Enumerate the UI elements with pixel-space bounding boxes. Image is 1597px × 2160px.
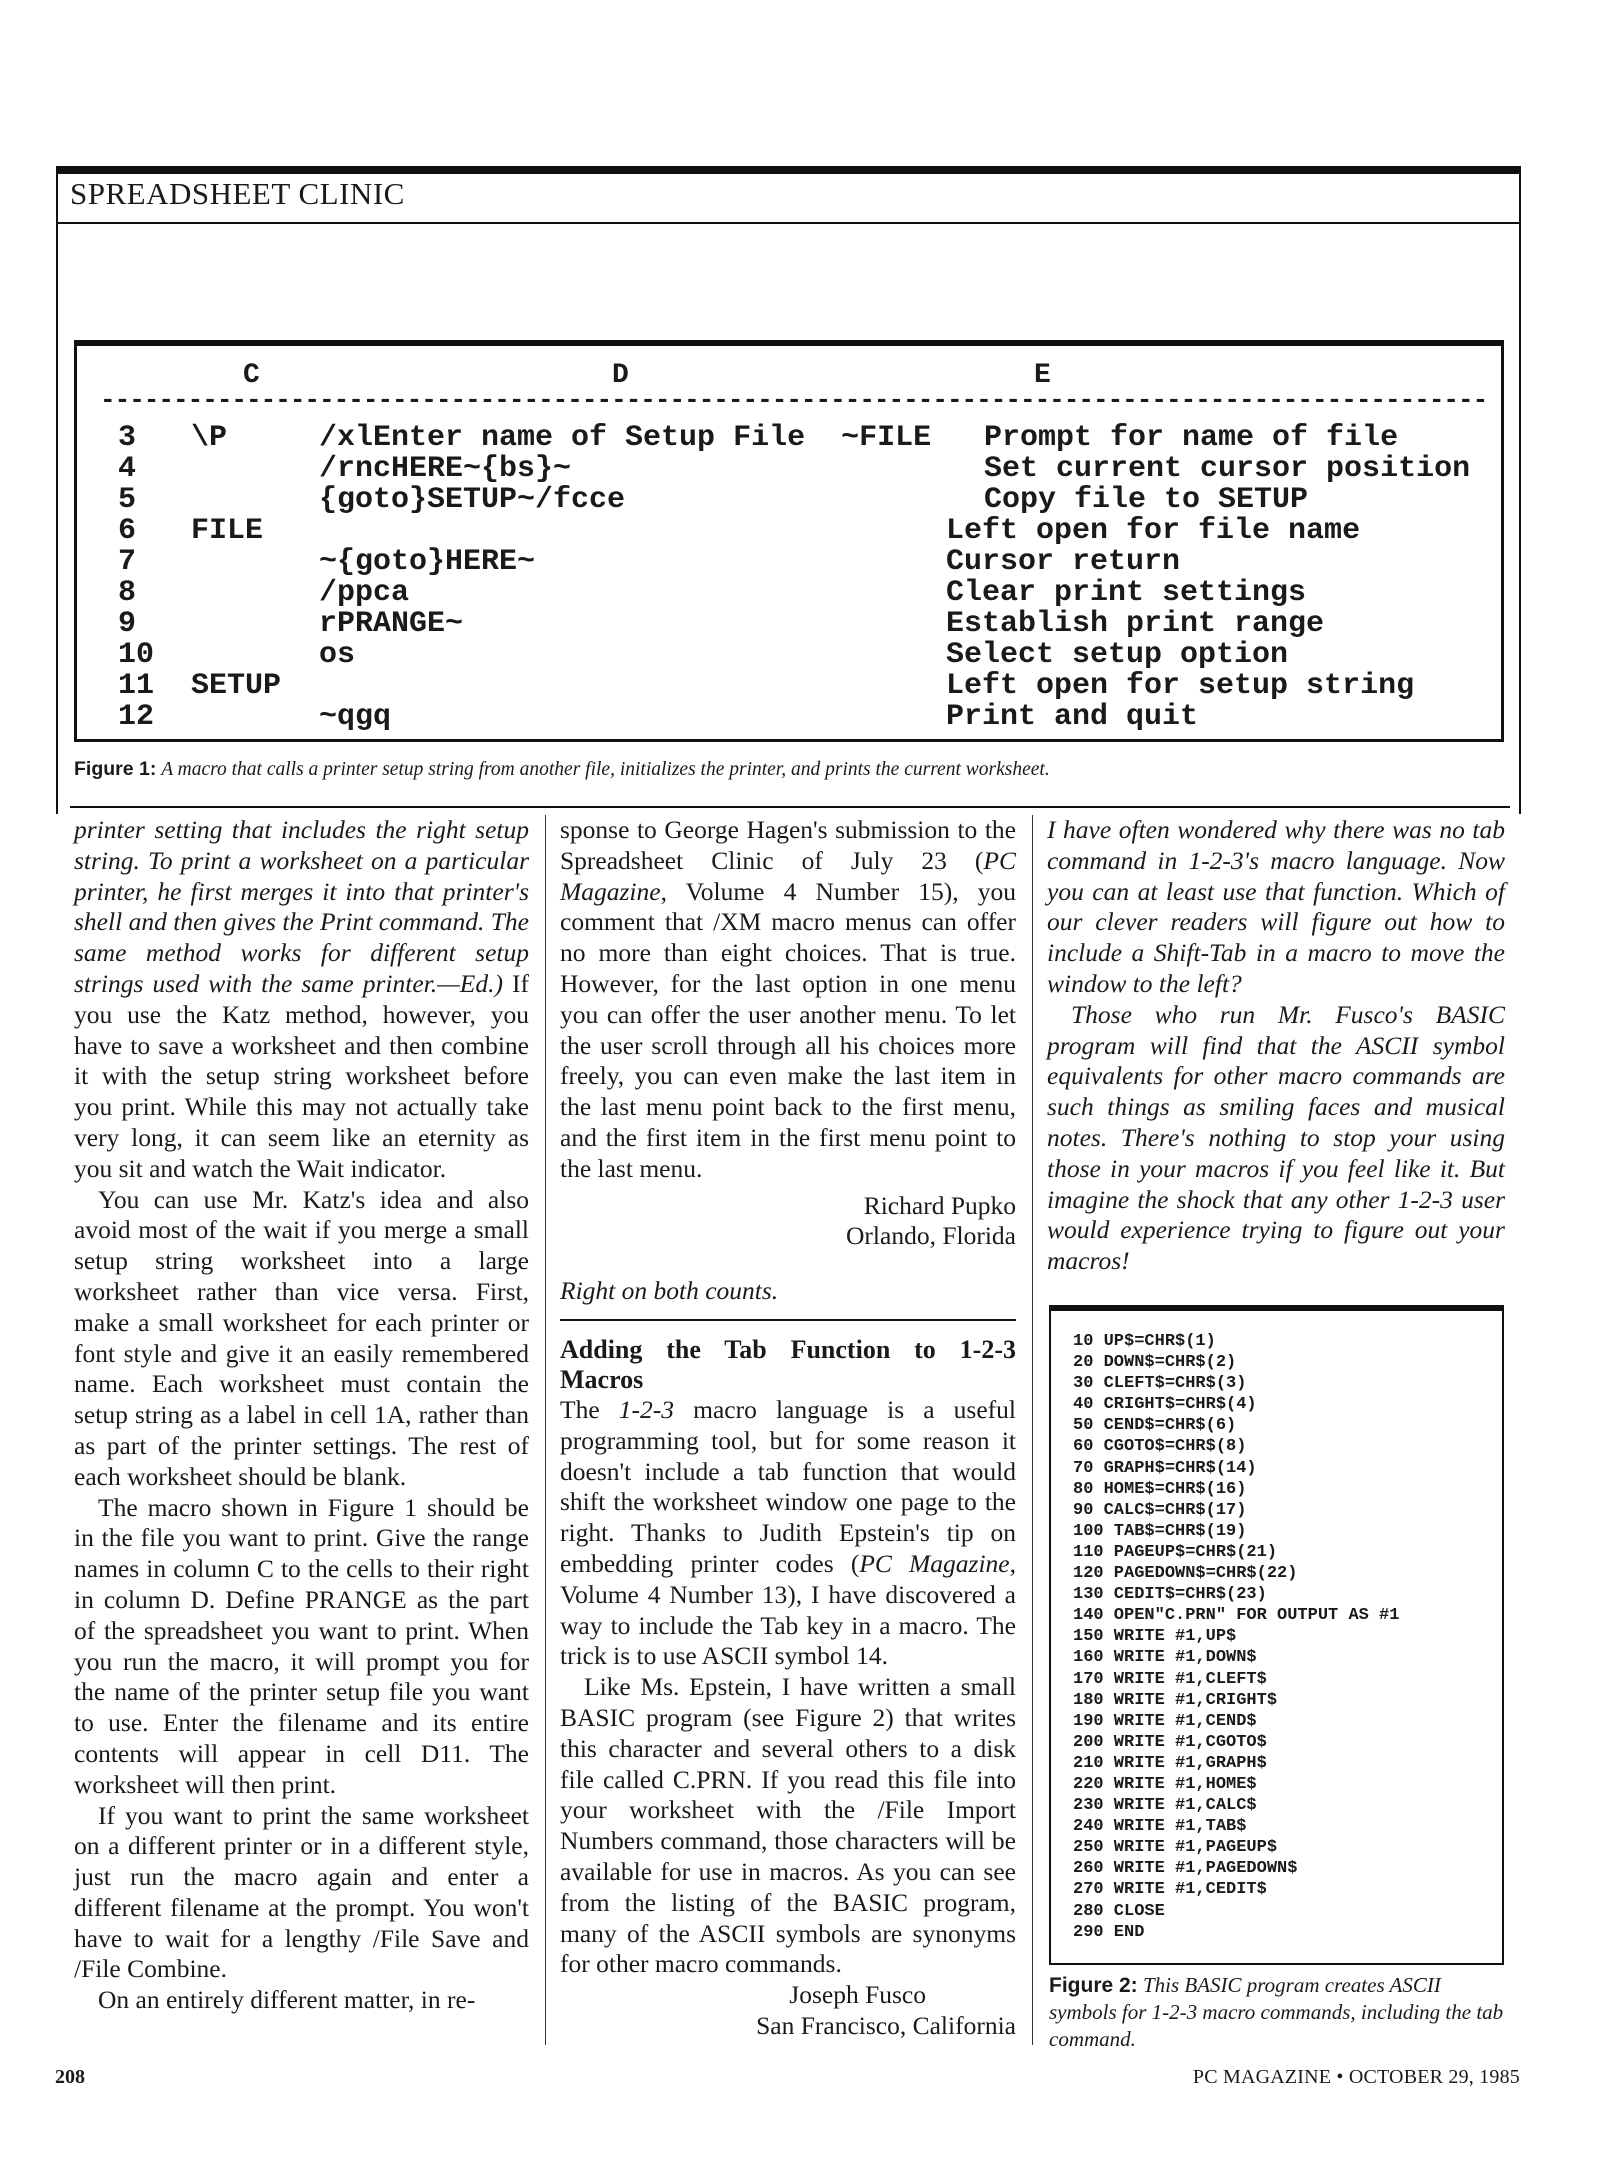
macro-row [0,452,1520,486]
paragraph-text: , Volume 4 Number 13), I have discovered a way to include the Tab key in a macro. The trick is to use ASCII symbol 14. [560,1548,1017,1671]
figure1-caption-label: Figure 1: [74,758,157,780]
macro-code: ~{goto}HERE~ [319,545,536,579]
editor-reply: Right on both counts. [560,1276,779,1306]
basic-code-line: 120 PAGEDOWN$=CHR$(22) [1073,1564,1298,1584]
paragraph: The macro shown in Figure 1 should be in the file you want to print. Give the range names in column C to the cells to their right in column D. Define PRANGE as the part of the spreadsheet you want to print. When you run the macro, it will prompt you for the name of the printer setup file you want to use. Enter the filename and its entire contents will appear in cell D11. The worksheet will then print. [74,1492,529,1799]
macro-code: os [319,638,356,672]
basic-code-line: 50 CEND$=CHR$(6) [1073,1416,1237,1436]
basic-code-line: 190 WRITE #1,CEND$ [1073,1711,1257,1731]
figure2-caption-text: This BASIC program creates ASCII symbols for 1-2-3 macro commands, including the tab command. [1049,1973,1504,2051]
figure2-caption [1049,1972,1507,2053]
macro-comment: Clear print settings [946,576,1307,610]
macro-code: /ppca [319,576,410,610]
column-divider [545,815,546,2045]
column-divider [1032,815,1033,2045]
header-dash-rule: ----------------------------------------------------------------------------------------------- [100,385,1488,415]
macro-row [0,421,1520,455]
row-number: 10 [118,638,155,672]
row-number: 12 [118,700,155,734]
article-column-3 [1047,815,1505,1277]
basic-code-line: 210 WRITE #1,GRAPH$ [1073,1753,1267,1773]
paragraph [74,815,529,1185]
article-column-2 [560,815,1016,2042]
macro-row [0,638,1520,672]
macro-code: /rncHERE~{bs}~ [319,452,572,486]
macro-comment: Prompt for name of file [984,421,1399,455]
paragraph: On an entirely different matter, in re- [98,1985,476,2015]
row-number: 7 [118,545,137,579]
basic-code-line: 40 CRIGHT$=CHR$(4) [1073,1395,1257,1415]
basic-code-line: 290 END [1073,1922,1145,1942]
macro-row [0,576,1520,610]
macro-comment: Copy file to SETUP [984,483,1309,517]
paragraph: You can use Mr. Katz's idea and also avoid most of the wait if you merge a small setup string worksheet into a large worksheet rather than vice versa. First, make a small worksheet for each printer or font style and give it an easily remembered name. Each worksheet must contain the setup string as a label in cell 1A, rather than as part of the printer settings. The rest of each worksheet should be blank. [74,1184,529,1491]
editor-note: I have often wondered why there was no tab command in 1-2-3's macro language. Now you can at least use that function. Which of our clever readers will figure out how to include a Shift-Tab in a macro to move the window to the left? [1047,815,1505,998]
basic-code-line: 70 GRAPH$=CHR$(14) [1073,1458,1257,1478]
macro-code: /xlEnter name of Setup File ~FILE [319,421,932,455]
row-number: 4 [118,452,137,486]
basic-code-line: 20 DOWN$=CHR$(2) [1073,1353,1237,1373]
macro-comment: Establish print range [946,607,1325,641]
macro-row [0,545,1520,579]
macro-row [0,607,1520,641]
basic-code-line: 10 UP$=CHR$(1) [1073,1332,1216,1351]
paragraph-text: If you use the Katz method, however, you have to save a worksheet and then combine it with the setup string worksheet before you print. While this may not actually take very long, it can seem like an eternity as you sit and watch the Wait indicator. [74,968,529,1183]
basic-code-line: 100 TAB$=CHR$(19) [1073,1521,1247,1541]
magazine-date: PC MAGAZINE • OCTOBER 29, 1985 [1192,2066,1520,2088]
column-header-c: C [243,360,260,391]
citation: PC Magazine [560,845,1016,906]
column-header-e: E [1034,360,1051,391]
paragraph [560,1395,1016,1672]
figure1-caption-text: A macro that calls a printer setup string from another file, initializes the printer, and prints the current worksheet. [161,759,1050,780]
basic-code-line: 280 CLOSE [1073,1901,1165,1921]
range-name: SETUP [191,669,282,703]
signature-name: Joseph Fusco [789,1980,926,2010]
paragraph-text: sponse to George Hagen's submission to the Spreadsheet Clinic of July 23 ( [560,815,1016,875]
basic-code-line: 130 CEDIT$=CHR$(23) [1073,1585,1267,1605]
subheading: Adding the Tab Function to 1-2-3 Macros [560,1334,1016,1394]
editor-note: printer setting that includes the right setup string. To print a worksheet on a particular printer, he first merges it into that printer's shell and then gives the Print command. The same method works for different setup strings used with the same printer.—Ed.) [74,815,529,998]
columns-top-rule [70,806,1510,808]
macro-code: {goto}SETUP~/fcce [319,483,626,517]
basic-code-line: 260 WRITE #1,PAGEDOWN$ [1073,1859,1298,1879]
article-column-1 [74,815,529,2016]
basic-code-line: 150 WRITE #1,UP$ [1073,1627,1237,1647]
basic-code-line: 170 WRITE #1,CLEFT$ [1073,1669,1267,1689]
macro-row [0,669,1520,703]
macro-comment: Cursor return [946,545,1181,579]
row-number: 5 [118,483,137,517]
basic-code-line: 160 WRITE #1,DOWN$ [1073,1648,1257,1668]
row-number: 8 [118,576,137,610]
column-header-d: D [612,360,629,391]
signature-place: Orlando, Florida [846,1221,1016,1251]
signature-place: San Francisco, California [756,2010,1016,2040]
paragraph-text: The [560,1394,619,1424]
figure2-box [1049,1305,1504,1965]
basic-code-line: 270 WRITE #1,CEDIT$ [1073,1880,1267,1900]
basic-code-line: 250 WRITE #1,PAGEUP$ [1073,1838,1278,1858]
paragraph [560,815,1016,1185]
range-name: FILE [191,514,264,548]
basic-code-line: 60 CGOTO$=CHR$(8) [1073,1437,1247,1457]
macro-row [0,700,1520,734]
citation: PC Magazine [859,1548,1010,1578]
signature-name: Richard Pupko [863,1190,1016,1220]
section-rule [560,1319,1016,1321]
paragraph: Like Ms. Epstein, I have written a small BASIC program (see Figure 2) that writes this character and several others to a disk file called C.PRN. If you read this file into your worksheet with the /File Import Numbers command, those characters will be available for use in macros. As you can see from the listing of the BASIC program, many of the ASCII symbols are synonyms for other macro commands. [560,1672,1016,1979]
basic-code-line: 180 WRITE #1,CRIGHT$ [1073,1690,1278,1710]
basic-code-line: 240 WRITE #1,TAB$ [1073,1817,1247,1837]
paragraph: If you want to print the same worksheet on a different printer or in a different style, just run the macro again and enter a different filename at the prompt. You won't have to wait for a lengthy /File Save and /File Combine. [74,1800,529,1984]
basic-code-line: 30 CLEFT$=CHR$(3) [1073,1374,1247,1394]
paragraph-text: macro language is a useful programming tool, but for some reason it doesn't include a tab function that would shift the worksheet window one page to the right. Thanks to Judith Epstein's tip on embedding printer codes ( [560,1394,1016,1578]
paragraph-text: , Volume 4 Number 15), you comment that /XM macro menus can offer no more than eight choices. That is true. However, for the last option in one menu you can offer the user another menu. To let the user scroll through all his choices more freely, you can even make the last item in the last menu point back to the first menu, and the first item in the first menu point to the last menu. [560,876,1016,1183]
macro-row [0,514,1520,548]
row-number: 11 [118,669,155,703]
macro-comment: Print and quit [946,700,1199,734]
basic-code-line: 220 WRITE #1,HOME$ [1073,1774,1257,1794]
basic-code-line: 230 WRITE #1,CALC$ [1073,1796,1257,1816]
basic-code-line: 140 OPEN"C.PRN" FOR OUTPUT AS #1 [1073,1606,1400,1626]
figure1-caption [74,758,1514,781]
macro-code: ~qgq [319,700,392,734]
macro-row [0,483,1520,517]
figure2-caption-label: Figure 2: [1049,1974,1138,1997]
citation: 1-2-3 [618,1394,674,1424]
basic-code-line: 200 WRITE #1,CGOTO$ [1073,1732,1267,1752]
macro-comment: Left open for setup string [946,669,1415,703]
range-name: \P [191,421,228,455]
section-title: SPREADSHEET CLINIC [70,176,405,211]
macro-code: rPRANGE~ [319,607,464,641]
row-number: 3 [118,421,137,455]
basic-code-line: 90 CALC$=CHR$(17) [1073,1500,1247,1520]
page-number: 208 [55,2066,85,2088]
basic-code-line: 80 HOME$=CHR$(16) [1073,1479,1247,1499]
row-number: 9 [118,607,137,641]
macro-comment: Set current cursor position [984,452,1471,486]
row-number: 6 [118,514,137,548]
macro-comment: Left open for file name [946,514,1361,548]
basic-code-line: 110 PAGEUP$=CHR$(21) [1073,1542,1278,1562]
macro-comment: Select setup option [946,638,1289,672]
editor-note: Those who run Mr. Fusco's BASIC program will find that the ASCII symbol equivalents for other macro commands are such things as smiling faces and musical notes. There's nothing to stop your using those in your macros if you feel like it. But imagine the shock that any other 1-2-3 user would experience trying to figure out your macros! [1047,999,1505,1276]
